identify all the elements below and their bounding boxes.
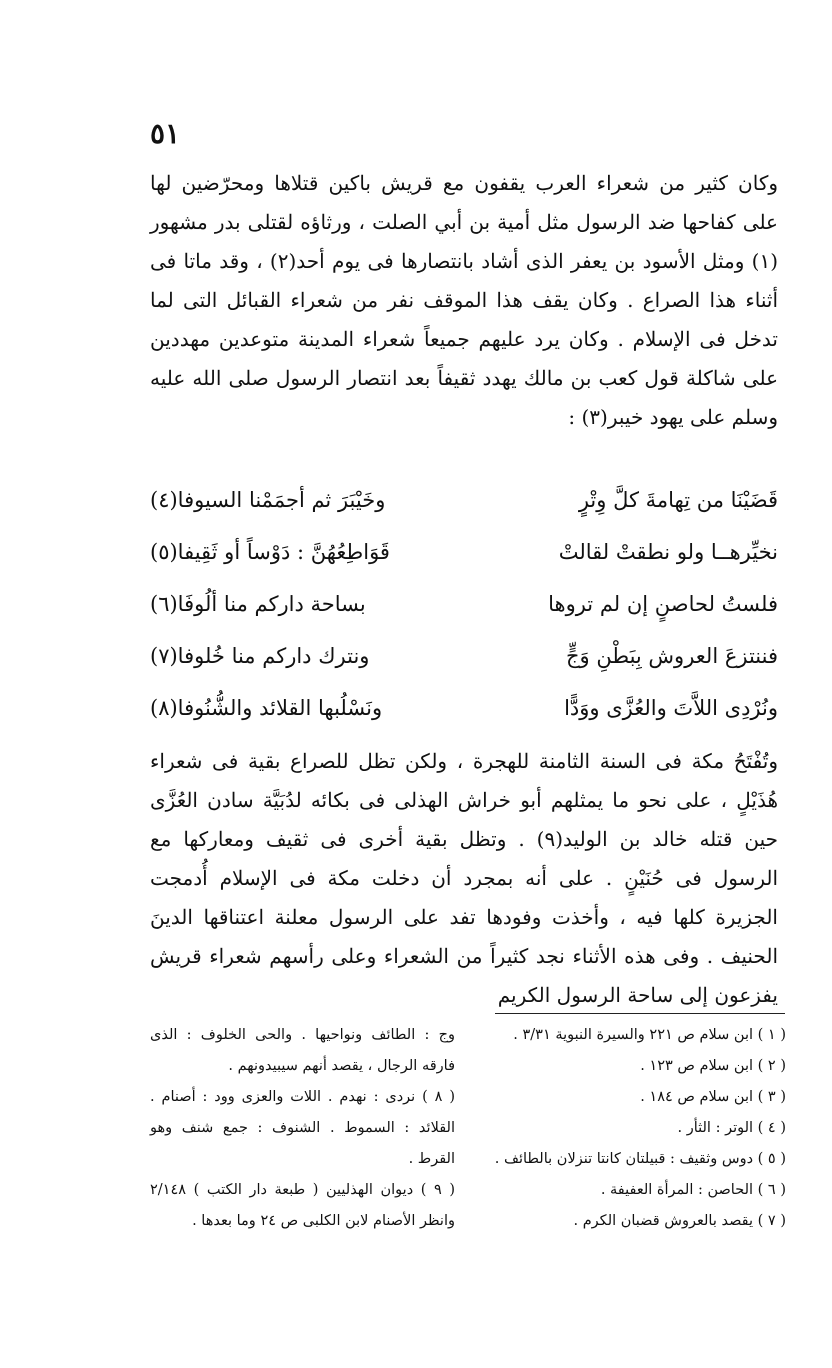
hemistich-first: قَضَيْنَا من تِهامةَ كلَّ وِتْرٍ [578,488,778,512]
footnote: وج : الطائف ونواحيها . والحى الخلوف : الذى فارقه الرجال ، يقصد أنهم سيبيدونهم . [150,1027,455,1074]
hemistich-first: نخيِّرهــا ولو نطقتْ لقالتْ [558,540,778,564]
hemistich-second: وخَيْبَرَ ثم أجمَمْنا السيوفا(٤) [150,488,386,512]
footnotes-left-column [150,1020,455,1237]
page-number: ٥١ [150,117,181,150]
hemistich-first: فلستُ لحاصنٍ إن لم تروها [548,592,778,616]
footnote: ( ٤ ) الوتر : الثأر . [677,1120,786,1136]
footnote: ( ٥ ) دوس وثقيف : قبيلتان كانتا تنزلان بالطائف . [494,1151,786,1167]
hemistich-second: قَوَاطِعُهُنَّ : دَوْساً أو ثَقِيفا(٥) [150,540,390,564]
footnotes-right-column [481,1020,786,1237]
footnote: ( ٦ ) الحاصن : المرأة العفيفة . [600,1182,786,1198]
hemistich-first: فننتزعَ العروش بِبَطْنِ وَجٍّ [565,644,778,668]
poem-verse-4 [150,630,778,682]
poem-verse-1 [150,474,778,526]
hemistich-first: ونُرْدِى اللاَّتَ والعُزَّى ووَدًّا [564,696,778,720]
footnote: ( ٩ ) ديوان الهذليين ( طبعة دار الكتب ) ٢/١٤٨ وانظر الأصنام لابن الكلبى ص ٢٤ وما بعدها . [150,1182,455,1229]
footnote: ( ١ ) ابن سلام ص ٢٢١ والسيرة النبوية ٣/٣١ . [513,1027,786,1043]
footnotes [150,1020,786,1237]
paragraph-1: وكان كثير من شعراء العرب يقفون مع قريش باكين قتلاها ومحرّضين لها على كفاحها ضد الرسول مثل أمية بن أبي الصلت ، ورثاؤه لقتلى بدر مشهور (١) ومثل الأسود بن يعفر الذى أشاد بانتصارها فى يوم أحد(٢) ، وقد ماتا فى أثناء هذا الصراع . وكان يقف هذا الموقف نفر من شعراء القبائل التى لما تدخل فى الإسلام . وكان يرد عليهم جميعاً شعراء المدينة متوعدين مهددين على شاكلة قول كعب بن مالك يهدد ثقيفاً بعد انتصار الرسول صلى الله عليه وسلم على يهود خيبر(٣) : [150,171,779,429]
poem-verse-5 [150,682,778,734]
poem [150,474,778,734]
poem-verse-2 [150,526,778,578]
paragraph-2: وتُفْتَحُ مكة فى السنة الثامنة للهجرة ، ولكن تظل للصراع بقية فى شعراء هُذَيْلٍ ، على نحو ما يمثلهم أبو خراش الهذلى فى بكائه لدُبَيَّة سادن العُزَّى حين قتله خالد بن الوليد(٩) . وتظل بقية أخرى فى ثقيف ومعاركها مع الرسول فى حُنَيْنٍ . على أنه بمجرد أن دخلت مكة فى الإسلام أُدمجت الجزيرة كلها فيه ، وأخذت وفودها تفد على الرسول معلنة اعتناقها الدينَ الحنيف . وفى هذه الأثناء نجد كثيراً من الشعراء وعلى رأسهم شعراء قريش يفزعون إلى ساحة الرسول الكريم [150,749,778,1007]
hemistich-second: ونترك داركم منا خُلوفا(٧) [150,644,370,668]
poem-verse-3 [150,578,778,630]
footnote: ( ٣ ) ابن سلام ص ١٨٤ . [640,1089,786,1105]
hemistich-second: بساحة داركم منا ألُوفَا(٦) [150,592,366,616]
hemistich-second: ونَسْلُبها القلائد والشُّنُوفا(٨) [150,696,383,720]
footnote: ( ٨ ) نردى : نهدم . اللات والعزى وود : أصنام . القلائد : السموط . الشنوف : جمع شنف وهو القرط . [150,1089,455,1167]
footnote: ( ٢ ) ابن سلام ص ١٢٣ . [640,1058,786,1074]
footnote-divider [495,1013,785,1014]
footnote: ( ٧ ) يقصد بالعروش قضبان الكرم . [573,1213,786,1229]
